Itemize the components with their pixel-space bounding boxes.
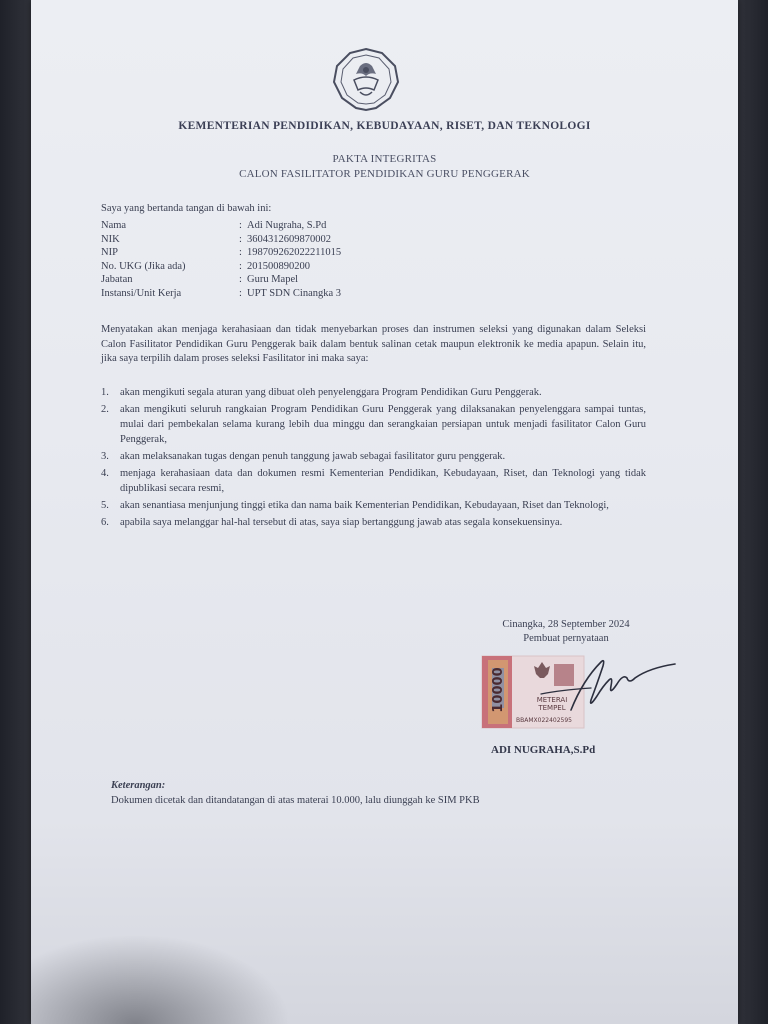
identity-label: NIP <box>101 247 118 259</box>
tut-wuri-handayani-logo-icon <box>330 46 402 112</box>
svg-text:BBAMX022402595: BBAMX022402595 <box>516 717 572 724</box>
identity-label: NIK <box>101 233 120 245</box>
signer-name: ADI NUGRAHA,S.Pd <box>491 744 596 756</box>
note-heading: Keterangan: <box>111 780 166 791</box>
identity-label: Instansi/Unit Kerja <box>101 287 182 299</box>
photo-shadow <box>31 934 291 1024</box>
place-date: Cinangka, 28 September 2024 <box>502 619 630 630</box>
identity-row-name: Nama : Adi Nugraha, S.Pd <box>101 220 327 231</box>
note-text: Dokumen dicetak dan ditandatangan di atas materai 10.000, lalu diunggah ke SIM PKB <box>111 795 480 806</box>
identity-value: Guru Mapel <box>247 274 299 286</box>
document-page <box>31 0 738 1024</box>
commitment-list <box>101 385 646 532</box>
identity-label: Jabatan <box>101 274 133 286</box>
list-item: 2. akan mengikuti seluruh rangkaian Program Pendidikan Guru Penggerak yang dilaksanakan penyelenggara sampai tuntas, mulai dari pembekalan selama kurang lebih dua minggu dan serangkaian persiapan untuk menjadi fasilitator Calon Guru Penggerak, <box>101 404 646 445</box>
identity-label: Nama <box>101 220 127 231</box>
list-item: 5. akan senantiasa menjunjung tinggi etika dan nama baik Kementerian Pendidikan, Kebudayaan, Riset dan Teknologi, <box>101 500 609 511</box>
signer-role: Pembuat pernyataan <box>523 633 609 644</box>
handwritten-signature-icon <box>531 650 681 730</box>
document-title: PAKTA INTEGRITAS <box>332 153 437 165</box>
identity-row-institution: Instansi/Unit Kerja : UPT SDN Cinangka 3 <box>101 287 342 299</box>
signature-block <box>471 618 661 646</box>
intro-text: Saya yang bertanda tangan di bawah ini: <box>101 203 272 214</box>
svg-text:TEMPEL: TEMPEL <box>538 704 566 712</box>
list-item: 1. akan mengikuti segala aturan yang dibuat oleh penyelenggara Program Pendidikan Guru Penggerak. <box>101 387 542 398</box>
identity-value: UPT SDN Cinangka 3 <box>247 287 342 299</box>
list-item: 6. apabila saya melanggar hal-hal tersebut di atas, saya siap bertanggung jawab atas segala konsekuensinya. <box>101 517 563 528</box>
identity-value: 201500890200 <box>247 260 310 272</box>
svg-text:10000: 10000 <box>491 667 506 713</box>
document-subtitle: CALON FASILITATOR PENDIDIKAN GURU PENGGERAK <box>239 168 530 180</box>
identity-value: Adi Nugraha, S.Pd <box>247 220 327 231</box>
identity-label: No. UKG (Jika ada) <box>101 260 186 272</box>
list-item: 4. menjaga kerahasiaan data dan dokumen resmi Kementerian Pendidikan, Kebudayaan, Riset, dan Teknologi yang tidak dipublikasi secara resmi, <box>101 468 646 494</box>
identity-row-ukg: No. UKG (Jika ada) : 201500890200 <box>101 260 310 272</box>
ministry-heading: KEMENTERIAN PENDIDIKAN, KEBUDAYAAN, RISET, DAN TEKNOLOGI <box>178 120 591 132</box>
identity-value: 198709262022211015 <box>247 247 342 259</box>
identity-value: 3604312609870002 <box>247 233 331 245</box>
identity-table <box>101 219 341 301</box>
identity-row-position: Jabatan : Guru Mapel <box>101 274 299 286</box>
svg-text:METERAI: METERAI <box>536 696 568 704</box>
list-item: 3. akan melaksanakan tugas dengan penuh tanggung jawab sebagai fasilitator guru penggerak. <box>101 451 506 462</box>
identity-row-nik: NIK : 3604312609870002 <box>101 233 331 245</box>
identity-row-nip: NIP : 198709262022211015 <box>101 247 342 259</box>
statement-paragraph: Menyatakan akan menjaga kerahasiaan dan tidak menyebarkan proses dan instrumen seleksi yang digunakan dalam Seleksi Calon Fasilitator Pendidikan Guru Penggerak baik dalam bentuk salinan cetak maupun elektronik ke media apapun. Selain itu, jika saya terpilih dalam proses seleksi Fasilitator ini maka saya: <box>101 324 646 365</box>
